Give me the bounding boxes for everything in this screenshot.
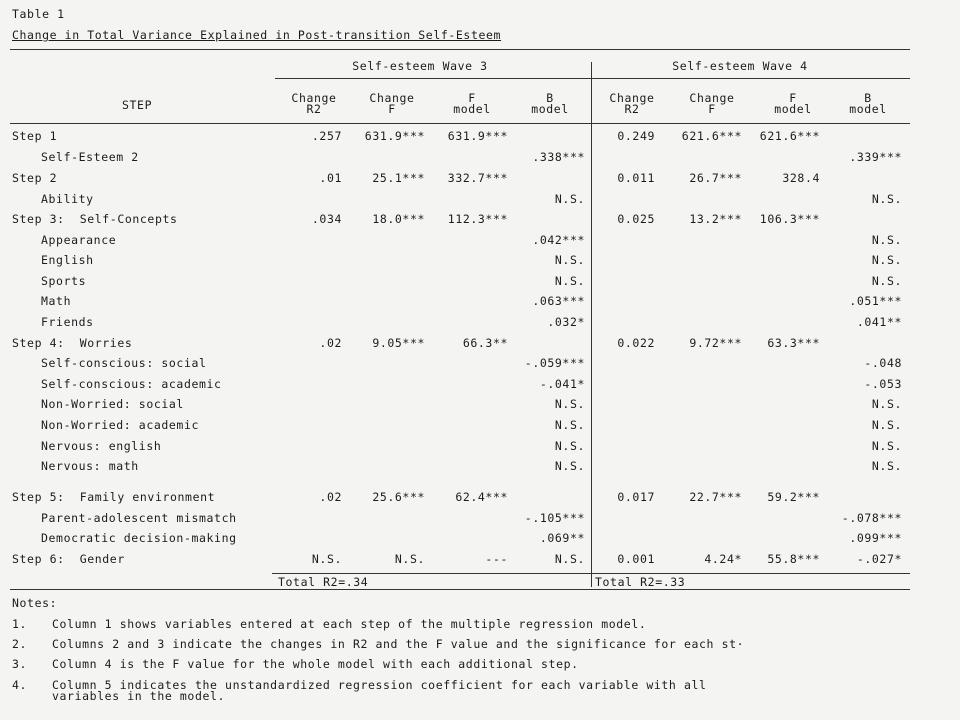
table-cell: 328.4 — [782, 171, 820, 185]
table-cell: 0.249 — [617, 129, 655, 143]
table-cell: -.048 — [864, 356, 902, 370]
table-cell: 22.7*** — [689, 490, 742, 504]
table-cell: -.041* — [539, 377, 585, 391]
row-label: Non-Worried: social — [41, 397, 184, 411]
row-label: Step 4: Worries — [12, 336, 133, 350]
table-cell: 106.3*** — [759, 212, 820, 226]
row-label: Step 3: Self-Concepts — [12, 212, 178, 226]
table-cell: -.059*** — [524, 356, 585, 370]
row-label: Step 2 — [12, 171, 58, 185]
col-header-2-line1: Change — [369, 91, 415, 105]
note-text: Column 4 is the F value for the whole model with each additional step. — [52, 657, 579, 671]
table-cell: .257 — [311, 129, 342, 143]
rule-header — [10, 123, 910, 124]
row-label: Nervous: math — [41, 459, 139, 473]
table-cell: N.S. — [554, 552, 585, 566]
table-cell: 26.7*** — [689, 171, 742, 185]
table-cell: .042*** — [532, 233, 585, 247]
total-r2-wave4: Total R2=.33 — [595, 575, 686, 589]
note-text: Column 5 indicates the unstandardized regression coefficient for each variable with all — [52, 678, 707, 692]
table-cell: .339*** — [849, 150, 902, 164]
note-text: Columns 2 and 3 indicate the changes in R2 and the F value and the significance for each st· — [52, 637, 745, 651]
table-cell: -.105*** — [524, 511, 585, 525]
table-cell: 0.001 — [617, 552, 655, 566]
note-text: Column 1 shows variables entered at each step of the multiple regression model. — [52, 617, 647, 631]
table-cell: .032* — [547, 315, 585, 329]
table-cell: N.S. — [311, 552, 342, 566]
table-cell: N.S. — [871, 192, 902, 206]
table-cell: 59.2*** — [767, 490, 820, 504]
table-cell: -.078*** — [841, 511, 902, 525]
note-number: 3. — [12, 657, 28, 671]
table-cell: 9.05*** — [372, 336, 425, 350]
group-header-wave3: Self-esteem Wave 3 — [352, 59, 488, 73]
table-cell: N.S. — [871, 459, 902, 473]
table-cell: 63.3*** — [767, 336, 820, 350]
col-header-1-line1: Change — [291, 91, 337, 105]
table-cell: 13.2*** — [689, 212, 742, 226]
table-cell: 0.017 — [617, 490, 655, 504]
col-header-3-line1: F — [468, 91, 476, 105]
table-cell: .02 — [319, 336, 342, 350]
table-cell: 332.7*** — [447, 171, 508, 185]
table-title: Change in Total Variance Explained in Post-transition Self-Esteem — [12, 28, 502, 42]
table-cell: 631.9*** — [447, 129, 508, 143]
group-header-wave4: Self-esteem Wave 4 — [672, 59, 808, 73]
col-header-4-line1: B — [546, 91, 554, 105]
row-label: Ability — [41, 192, 94, 206]
table-cell: N.S. — [871, 274, 902, 288]
rule-group — [275, 78, 910, 79]
table-cell: 55.8*** — [767, 552, 820, 566]
table-cell: N.S. — [394, 552, 425, 566]
table-cell: N.S. — [554, 439, 585, 453]
table-cell: N.S. — [554, 274, 585, 288]
table-cell: -.027* — [856, 552, 902, 566]
table-cell: 18.0*** — [372, 212, 425, 226]
rule-top — [10, 49, 910, 50]
row-label: Sports — [41, 274, 87, 288]
table-cell: -.053 — [864, 377, 902, 391]
step-header: STEP — [122, 98, 153, 112]
table-cell: .01 — [319, 171, 342, 185]
table-cell: N.S. — [554, 459, 585, 473]
total-r2-wave3: Total R2=.34 — [278, 575, 369, 589]
table-cell: 66.3** — [462, 336, 508, 350]
row-label: Non-Worried: academic — [41, 418, 199, 432]
col-header-7-line1: F — [789, 91, 797, 105]
table-cell: N.S. — [554, 418, 585, 432]
col-header-5-line1: Change — [609, 91, 655, 105]
row-label: Nervous: english — [41, 439, 162, 453]
note-number: 1. — [12, 617, 28, 631]
row-label: Step 6: Gender — [12, 552, 125, 566]
table-cell: N.S. — [554, 192, 585, 206]
note-4-continued: variables in the model. — [52, 689, 226, 703]
row-label: Step 1 — [12, 129, 58, 143]
table-cell: 112.3*** — [447, 212, 508, 226]
row-label: Democratic decision-making — [41, 531, 237, 545]
table-cell: 9.72*** — [689, 336, 742, 350]
col-header-3-line2: model — [453, 102, 491, 116]
row-label: Self-Esteem 2 — [41, 150, 139, 164]
table-cell: N.S. — [554, 397, 585, 411]
table-cell: 621.6*** — [681, 129, 742, 143]
col-header-6-line1: Change — [689, 91, 735, 105]
table-cell: N.S. — [554, 253, 585, 267]
col-header-7-line2: model — [774, 102, 812, 116]
table-cell: 631.9*** — [364, 129, 425, 143]
col-header-4-line2: model — [531, 102, 569, 116]
table-cell: 0.022 — [617, 336, 655, 350]
notes-title: Notes: — [12, 596, 58, 610]
table-cell: .069** — [539, 531, 585, 545]
table-cell: --- — [485, 552, 508, 566]
table-cell: N.S. — [871, 439, 902, 453]
row-label: Step 5: Family environment — [12, 490, 216, 504]
table-cell: 4.24* — [704, 552, 742, 566]
rule-total — [272, 573, 910, 574]
table-cell: .063*** — [532, 294, 585, 308]
note-number: 2. — [12, 637, 28, 651]
col-header-1-line2: R2 — [306, 102, 322, 116]
table-cell: 25.6*** — [372, 490, 425, 504]
row-label: Self-conscious: social — [41, 356, 207, 370]
table-cell: .338*** — [532, 150, 585, 164]
table-cell: .099*** — [849, 531, 902, 545]
table-cell: N.S. — [871, 253, 902, 267]
table-cell: 62.4*** — [455, 490, 508, 504]
table-label: Table 1 — [12, 7, 65, 21]
col-header-8-line1: B — [864, 91, 872, 105]
row-label: Parent-adolescent mismatch — [41, 511, 237, 525]
rule-bottom — [10, 589, 910, 590]
table-cell: N.S. — [871, 397, 902, 411]
table-cell: 621.6*** — [759, 129, 820, 143]
row-label: Friends — [41, 315, 94, 329]
row-label: Appearance — [41, 233, 117, 247]
table-cell: N.S. — [871, 418, 902, 432]
col-header-2-line2: F — [388, 102, 396, 116]
col-header-6-line2: F — [708, 102, 716, 116]
table-cell: .02 — [319, 490, 342, 504]
table-cell: 25.1*** — [372, 171, 425, 185]
row-label: Self-conscious: academic — [41, 377, 222, 391]
table-cell: 0.025 — [617, 212, 655, 226]
row-label: Math — [41, 294, 72, 308]
table-cell: 0.011 — [617, 171, 655, 185]
row-label: English — [41, 253, 94, 267]
col-header-5-line2: R2 — [624, 102, 640, 116]
table-cell: .034 — [311, 212, 342, 226]
note-number: 4. — [12, 678, 28, 692]
table-cell: N.S. — [871, 233, 902, 247]
table-cell: .051*** — [849, 294, 902, 308]
table-cell: .041** — [856, 315, 902, 329]
col-header-8-line2: model — [849, 102, 887, 116]
